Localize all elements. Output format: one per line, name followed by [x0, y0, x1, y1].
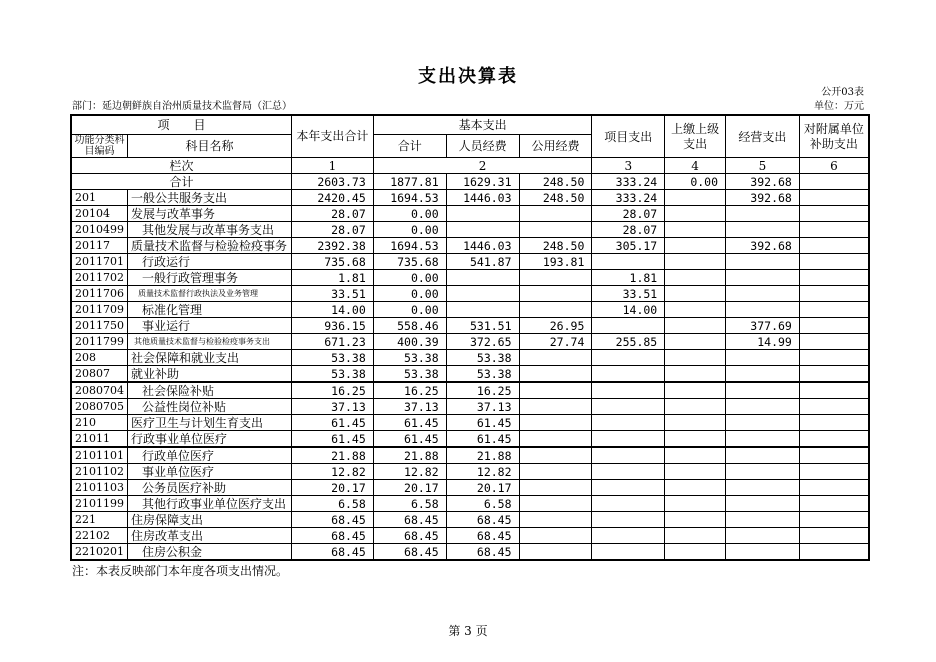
row-business-cell: 392.68	[726, 190, 800, 206]
row-subsidy-cell	[799, 480, 869, 496]
row-name: 医疗卫生与计划生育支出	[128, 415, 292, 431]
row-upper-cell	[665, 286, 726, 302]
row-project-cell: 33.51	[592, 286, 665, 302]
table-row	[71, 190, 869, 206]
total-cell: 2603.73	[291, 174, 373, 190]
row-code: 20104	[71, 206, 128, 222]
row-basic-total-cell: 0.00	[373, 286, 446, 302]
row-business-cell	[726, 496, 800, 512]
row-business-cell	[726, 464, 800, 480]
row-upper-cell	[665, 318, 726, 334]
row-project-cell	[592, 544, 665, 561]
row-upper-cell	[665, 190, 726, 206]
row-subsidy-cell	[799, 254, 869, 270]
header-project-exp: 项目支出	[592, 115, 665, 158]
row-public-cell: 248.50	[519, 190, 592, 206]
row-code: 2101101	[71, 447, 128, 464]
row-public-cell	[519, 512, 592, 528]
table-wrapper	[70, 114, 870, 578]
row-basic-total-cell: 1694.53	[373, 238, 446, 254]
row-personnel-cell: 21.88	[446, 447, 519, 464]
column-index-label: 栏次	[71, 158, 291, 174]
total-cell: 0.00	[665, 174, 726, 190]
table-row	[71, 238, 869, 254]
row-total-cell: 735.68	[291, 254, 373, 270]
row-name: 公益性岗位补贴	[128, 399, 292, 415]
row-code: 2011750	[71, 318, 128, 334]
row-business-cell	[726, 431, 800, 448]
row-upper-cell	[665, 431, 726, 448]
row-subsidy-cell	[799, 286, 869, 302]
row-project-cell: 305.17	[592, 238, 665, 254]
row-personnel-cell: 1446.03	[446, 190, 519, 206]
row-basic-total-cell: 1694.53	[373, 190, 446, 206]
table-row	[71, 464, 869, 480]
table-row	[71, 334, 869, 350]
row-name: 发展与改革事务	[128, 206, 292, 222]
row-name: 行政运行	[128, 254, 292, 270]
header-subject-name: 科目名称	[128, 135, 292, 158]
table-row	[71, 496, 869, 512]
row-basic-total-cell: 400.39	[373, 334, 446, 350]
table-row	[71, 366, 869, 383]
row-basic-total-cell: 0.00	[373, 222, 446, 238]
table-row	[71, 399, 869, 415]
header-personnel: 人员经费	[446, 135, 519, 158]
total-label: 合计	[71, 174, 291, 190]
column-index-1: 1	[291, 158, 373, 174]
row-personnel-cell: 372.65	[446, 334, 519, 350]
table-row	[71, 350, 869, 366]
row-personnel-cell: 16.25	[446, 382, 519, 399]
row-subsidy-cell	[799, 270, 869, 286]
header-business: 经营支出	[726, 115, 800, 158]
row-name: 一般公共服务支出	[128, 190, 292, 206]
row-project-cell: 28.07	[592, 206, 665, 222]
row-subsidy-cell	[799, 431, 869, 448]
row-public-cell	[519, 480, 592, 496]
row-project-cell	[592, 350, 665, 366]
row-public-cell	[519, 464, 592, 480]
row-total-cell: 21.88	[291, 447, 373, 464]
row-business-cell	[726, 382, 800, 399]
row-public-cell	[519, 350, 592, 366]
row-subsidy-cell	[799, 366, 869, 383]
row-personnel-cell	[446, 302, 519, 318]
row-code: 2210201	[71, 544, 128, 561]
row-business-cell: 392.68	[726, 238, 800, 254]
row-upper-cell	[665, 544, 726, 561]
row-business-cell	[726, 222, 800, 238]
row-project-cell	[592, 447, 665, 464]
row-public-cell	[519, 206, 592, 222]
row-subsidy-cell	[799, 302, 869, 318]
table-row	[71, 528, 869, 544]
row-code: 22102	[71, 528, 128, 544]
row-total-cell: 37.13	[291, 399, 373, 415]
row-personnel-cell: 68.45	[446, 512, 519, 528]
table-row	[71, 415, 869, 431]
row-basic-total-cell: 53.38	[373, 366, 446, 383]
row-name: 公务员医疗补助	[128, 480, 292, 496]
row-code: 21011	[71, 431, 128, 448]
form-number: 公开03表	[821, 87, 864, 98]
table-note: 注：本表反映部门本年度各项支出情况。	[72, 564, 289, 578]
header-upper: 上缴上级支出	[665, 115, 726, 158]
row-total-cell: 14.00	[291, 302, 373, 318]
row-business-cell	[726, 480, 800, 496]
row-subsidy-cell	[799, 464, 869, 480]
row-project-cell	[592, 464, 665, 480]
row-total-cell: 61.45	[291, 431, 373, 448]
row-code: 210	[71, 415, 128, 431]
row-basic-total-cell: 558.46	[373, 318, 446, 334]
table-row	[71, 286, 869, 302]
total-cell	[799, 174, 869, 190]
table-row	[71, 480, 869, 496]
row-code: 2101199	[71, 496, 128, 512]
table-row	[71, 431, 869, 448]
row-upper-cell	[665, 480, 726, 496]
row-upper-cell	[665, 222, 726, 238]
row-code: 2101103	[71, 480, 128, 496]
row-public-cell	[519, 528, 592, 544]
row-name: 住房改革支出	[128, 528, 292, 544]
row-business-cell	[726, 270, 800, 286]
row-code: 2080704	[71, 382, 128, 399]
row-business-cell	[726, 399, 800, 415]
total-cell: 1877.81	[373, 174, 446, 190]
row-total-cell: 671.23	[291, 334, 373, 350]
row-subsidy-cell	[799, 399, 869, 415]
header-func-code: 功能分类科目编码	[71, 135, 128, 158]
row-total-cell: 936.15	[291, 318, 373, 334]
row-project-cell	[592, 366, 665, 383]
row-subsidy-cell	[799, 447, 869, 464]
row-upper-cell	[665, 382, 726, 399]
row-business-cell	[726, 206, 800, 222]
row-business-cell	[726, 415, 800, 431]
row-upper-cell	[665, 512, 726, 528]
row-basic-total-cell: 68.45	[373, 512, 446, 528]
page-number: 第 3 页	[448, 624, 488, 638]
row-subsidy-cell	[799, 512, 869, 528]
row-personnel-cell: 12.82	[446, 464, 519, 480]
row-basic-total-cell: 12.82	[373, 464, 446, 480]
table-row	[71, 512, 869, 528]
row-personnel-cell: 61.45	[446, 431, 519, 448]
row-upper-cell	[665, 254, 726, 270]
row-project-cell	[592, 318, 665, 334]
column-index-2: 2	[373, 158, 592, 174]
row-code: 2011799	[71, 334, 128, 350]
row-business-cell	[726, 286, 800, 302]
row-basic-total-cell: 16.25	[373, 382, 446, 399]
row-total-cell: 16.25	[291, 382, 373, 399]
row-total-cell: 20.17	[291, 480, 373, 496]
row-subsidy-cell	[799, 190, 869, 206]
row-code: 201	[71, 190, 128, 206]
row-upper-cell	[665, 415, 726, 431]
row-total-cell: 12.82	[291, 464, 373, 480]
table-row	[71, 302, 869, 318]
table-row	[71, 206, 869, 222]
row-public-cell: 26.95	[519, 318, 592, 334]
row-public-cell	[519, 302, 592, 318]
row-subsidy-cell	[799, 528, 869, 544]
table-row	[71, 382, 869, 399]
row-code: 2101102	[71, 464, 128, 480]
row-total-cell: 68.45	[291, 512, 373, 528]
row-code: 2011706	[71, 286, 128, 302]
row-personnel-cell	[446, 206, 519, 222]
row-name: 事业单位医疗	[128, 464, 292, 480]
table-row	[71, 270, 869, 286]
row-subsidy-cell	[799, 382, 869, 399]
row-personnel-cell: 1446.03	[446, 238, 519, 254]
row-name: 标准化管理	[128, 302, 292, 318]
row-subsidy-cell	[799, 318, 869, 334]
row-name: 其他质量技术监督与检验检疫事务支出	[128, 334, 292, 350]
row-upper-cell	[665, 366, 726, 383]
table-row	[71, 254, 869, 270]
row-project-cell: 28.07	[592, 222, 665, 238]
row-upper-cell	[665, 302, 726, 318]
row-subsidy-cell	[799, 206, 869, 222]
row-total-cell: 28.07	[291, 206, 373, 222]
row-code: 20117	[71, 238, 128, 254]
department-label: 部门：延边朝鲜族自治州质量技术监督局（汇总）	[72, 101, 292, 112]
row-subsidy-cell	[799, 238, 869, 254]
row-upper-cell	[665, 206, 726, 222]
row-subsidy-cell	[799, 544, 869, 561]
row-total-cell: 53.38	[291, 350, 373, 366]
row-public-cell	[519, 286, 592, 302]
row-personnel-cell: 68.45	[446, 528, 519, 544]
row-basic-total-cell: 68.45	[373, 544, 446, 561]
total-cell: 1629.31	[446, 174, 519, 190]
row-personnel-cell	[446, 270, 519, 286]
row-project-cell: 255.85	[592, 334, 665, 350]
row-name: 质量技术监督与检验检疫事务	[128, 238, 292, 254]
row-project-cell	[592, 382, 665, 399]
row-name: 住房保障支出	[128, 512, 292, 528]
row-upper-cell	[665, 447, 726, 464]
row-public-cell: 27.74	[519, 334, 592, 350]
row-project-cell	[592, 415, 665, 431]
row-code: 2011701	[71, 254, 128, 270]
row-name: 质量技术监督行政执法及业务管理	[128, 286, 292, 302]
row-business-cell	[726, 447, 800, 464]
row-public-cell: 193.81	[519, 254, 592, 270]
table-row	[71, 318, 869, 334]
row-total-cell: 1.81	[291, 270, 373, 286]
row-public-cell: 248.50	[519, 238, 592, 254]
row-upper-cell	[665, 496, 726, 512]
row-basic-total-cell: 0.00	[373, 302, 446, 318]
row-subsidy-cell	[799, 496, 869, 512]
row-subsidy-cell	[799, 334, 869, 350]
row-name: 就业补助	[128, 366, 292, 383]
header-total: 本年支出合计	[291, 115, 373, 158]
row-total-cell: 2392.38	[291, 238, 373, 254]
row-name: 住房公积金	[128, 544, 292, 561]
row-personnel-cell: 68.45	[446, 544, 519, 561]
page-title: 支出决算表	[418, 66, 518, 87]
row-project-cell	[592, 496, 665, 512]
row-upper-cell	[665, 464, 726, 480]
unit-label: 单位：万元	[814, 101, 864, 112]
table-row	[71, 222, 869, 238]
row-basic-total-cell: 21.88	[373, 447, 446, 464]
row-upper-cell	[665, 350, 726, 366]
table-row	[71, 447, 869, 464]
header-subsidy: 对附属单位补助支出	[799, 115, 869, 158]
row-basic-total-cell: 735.68	[373, 254, 446, 270]
column-index-3: 3	[592, 158, 665, 174]
row-code: 208	[71, 350, 128, 366]
row-public-cell	[519, 415, 592, 431]
total-row	[71, 174, 869, 190]
row-basic-total-cell: 61.45	[373, 415, 446, 431]
row-upper-cell	[665, 334, 726, 350]
row-basic-total-cell: 20.17	[373, 480, 446, 496]
row-project-cell	[592, 431, 665, 448]
row-code: 2011702	[71, 270, 128, 286]
row-total-cell: 33.51	[291, 286, 373, 302]
row-project-cell	[592, 254, 665, 270]
row-name: 其他行政事业单位医疗支出	[128, 496, 292, 512]
row-business-cell	[726, 350, 800, 366]
row-project-cell	[592, 528, 665, 544]
row-total-cell: 6.58	[291, 496, 373, 512]
column-index-5: 5	[726, 158, 800, 174]
row-project-cell: 1.81	[592, 270, 665, 286]
row-public-cell	[519, 382, 592, 399]
row-code: 2080705	[71, 399, 128, 415]
row-personnel-cell: 53.38	[446, 366, 519, 383]
row-subsidy-cell	[799, 350, 869, 366]
row-upper-cell	[665, 399, 726, 415]
row-public-cell	[519, 447, 592, 464]
row-name: 行政事业单位医疗	[128, 431, 292, 448]
expenditure-table	[70, 114, 870, 561]
row-project-cell	[592, 399, 665, 415]
row-code: 2011709	[71, 302, 128, 318]
row-total-cell: 68.45	[291, 528, 373, 544]
row-upper-cell	[665, 528, 726, 544]
row-name: 其他发展与改革事务支出	[128, 222, 292, 238]
row-business-cell: 377.69	[726, 318, 800, 334]
row-public-cell	[519, 496, 592, 512]
header-public: 公用经费	[519, 135, 592, 158]
row-personnel-cell: 53.38	[446, 350, 519, 366]
row-name: 社会保障和就业支出	[128, 350, 292, 366]
row-personnel-cell: 531.51	[446, 318, 519, 334]
row-personnel-cell: 6.58	[446, 496, 519, 512]
row-subsidy-cell	[799, 222, 869, 238]
total-cell: 392.68	[726, 174, 800, 190]
row-public-cell	[519, 270, 592, 286]
row-personnel-cell: 37.13	[446, 399, 519, 415]
row-public-cell	[519, 366, 592, 383]
row-total-cell: 53.38	[291, 366, 373, 383]
row-public-cell	[519, 544, 592, 561]
row-business-cell: 14.99	[726, 334, 800, 350]
row-basic-total-cell: 68.45	[373, 528, 446, 544]
header-basic: 基本支出	[373, 115, 592, 135]
row-public-cell	[519, 222, 592, 238]
row-business-cell	[726, 366, 800, 383]
row-public-cell	[519, 399, 592, 415]
row-personnel-cell: 20.17	[446, 480, 519, 496]
row-total-cell: 2420.45	[291, 190, 373, 206]
row-project-cell	[592, 512, 665, 528]
total-cell: 333.24	[592, 174, 665, 190]
table-row	[71, 544, 869, 561]
row-name: 行政单位医疗	[128, 447, 292, 464]
column-index-4: 4	[665, 158, 726, 174]
column-index-6: 6	[799, 158, 869, 174]
total-cell: 248.50	[519, 174, 592, 190]
row-subsidy-cell	[799, 415, 869, 431]
row-business-cell	[726, 302, 800, 318]
row-name: 事业运行	[128, 318, 292, 334]
row-code: 221	[71, 512, 128, 528]
row-personnel-cell	[446, 222, 519, 238]
row-basic-total-cell: 0.00	[373, 270, 446, 286]
row-project-cell: 14.00	[592, 302, 665, 318]
row-upper-cell	[665, 270, 726, 286]
row-business-cell	[726, 512, 800, 528]
row-personnel-cell	[446, 286, 519, 302]
row-total-cell: 61.45	[291, 415, 373, 431]
row-business-cell	[726, 254, 800, 270]
row-total-cell: 28.07	[291, 222, 373, 238]
row-project-cell: 333.24	[592, 190, 665, 206]
row-basic-total-cell: 37.13	[373, 399, 446, 415]
row-name: 社会保险补贴	[128, 382, 292, 399]
header-basic-total: 合计	[373, 135, 446, 158]
row-code: 2010499	[71, 222, 128, 238]
row-project-cell	[592, 480, 665, 496]
row-public-cell	[519, 431, 592, 448]
row-upper-cell	[665, 238, 726, 254]
row-basic-total-cell: 6.58	[373, 496, 446, 512]
header-project: 项 目	[71, 115, 291, 135]
row-personnel-cell: 541.87	[446, 254, 519, 270]
row-code: 20807	[71, 366, 128, 383]
row-personnel-cell: 61.45	[446, 415, 519, 431]
row-basic-total-cell: 0.00	[373, 206, 446, 222]
row-business-cell	[726, 544, 800, 561]
row-business-cell	[726, 528, 800, 544]
row-basic-total-cell: 53.38	[373, 350, 446, 366]
row-basic-total-cell: 61.45	[373, 431, 446, 448]
row-name: 一般行政管理事务	[128, 270, 292, 286]
row-total-cell: 68.45	[291, 544, 373, 561]
